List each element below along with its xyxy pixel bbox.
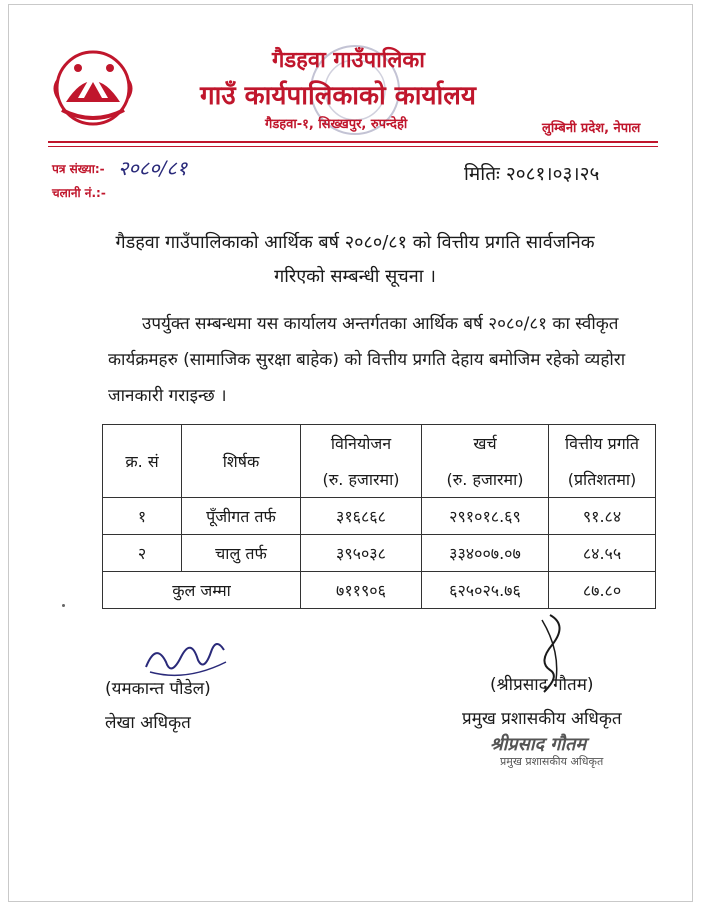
header-expense: खर्च <box>422 425 549 462</box>
header-title: शिर्षक <box>182 425 301 498</box>
subject-line-1: गैडहवा गाउँपालिकाको आर्थिक बर्ष २०८०/८१ को वित्तीय प्रगति सार्वजनिक <box>115 232 595 253</box>
accounts-officer-name: (यमकान्त पौडेल) <box>105 679 211 699</box>
row-expense: २९१०१८.६९ <box>422 498 549 535</box>
header-rule-thin <box>48 146 658 147</box>
row-progress: ९१.८४ <box>549 498 656 535</box>
seal-name: श्रीप्रसाद गौतम <box>490 734 587 755</box>
row-title: चालु तर्फ <box>182 535 301 572</box>
reference-number: २०८०/८१ <box>118 156 188 180</box>
notice-body: उपर्युक्त सम्बन्धमा यस कार्यालय अन्तर्गतका आर्थिक बर्ष २०८०/८१ का स्वीकृत कार्यक्रमहरु (सामाजिक सुरक्षा बाहेक) को वित्तीय प्रगति देहाय बमोजिम रहेको व्यहोरा जानकारी गराइन्छ । <box>108 314 626 406</box>
header-sn: क्र. सं <box>103 425 182 498</box>
nepal-emblem-icon <box>48 40 138 130</box>
seal-post: प्रमुख प्रशासकीय अधिकृत <box>500 755 604 768</box>
letter-date: मितिः २०८१।०३।२५ <box>464 163 600 185</box>
row-progress: ८४.५५ <box>549 535 656 572</box>
header-allocation-unit: (रु. हजारमा) <box>301 461 422 498</box>
row-sn: १ <box>103 498 182 535</box>
total-progress: ८७.८० <box>549 572 656 609</box>
header-progress-unit: (प्रतिशतमा) <box>549 461 656 498</box>
office-address: गैडहवा-१, सिख्खपुर, रुपन्देही <box>265 117 408 132</box>
row-expense: ३३४००७.०७ <box>422 535 549 572</box>
table-row <box>103 535 656 572</box>
row-sn: २ <box>103 535 182 572</box>
dispatch-label: चलानी नं.:- <box>52 186 106 200</box>
total-allocation: ७११९०६ <box>301 572 422 609</box>
stray-mark <box>62 604 65 607</box>
header-allocation: विनियोजन <box>301 425 422 462</box>
municipality-name: गैडहवा गाउँपालिका <box>272 48 425 73</box>
table-row <box>103 498 656 535</box>
total-expense: ६२५०२५.७६ <box>422 572 549 609</box>
subject-line-2: गरिएको सम्बन्धी सूचना । <box>274 266 436 287</box>
row-allocation: ३९५०३८ <box>301 535 422 572</box>
table-header-row <box>103 425 656 462</box>
row-title: पूँजीगत तर्फ <box>182 498 301 535</box>
table-total-row <box>103 572 656 609</box>
header-rule <box>48 141 658 143</box>
header-progress: वित्तीय प्रगति <box>549 425 656 462</box>
province-name: लुम्बिनी प्रदेश, नेपाल <box>542 121 641 136</box>
cao-name: (श्रीप्रसाद गौतम) <box>490 675 594 695</box>
total-label: कुल जम्मा <box>103 572 301 609</box>
reference-label: पत्र संख्या:- <box>52 162 105 176</box>
header-expense-unit: (रु. हजारमा) <box>422 461 549 498</box>
financial-progress-table <box>102 424 656 609</box>
accounts-officer-post: लेखा अधिकृत <box>105 713 191 733</box>
notice-subject <box>70 226 640 294</box>
cao-post: प्रमुख प्रशासकीय अधिकृत <box>462 709 622 729</box>
office-name: गाउँ कार्यपालिकाको कार्यालय <box>200 81 476 111</box>
row-allocation: ३१६८६८ <box>301 498 422 535</box>
